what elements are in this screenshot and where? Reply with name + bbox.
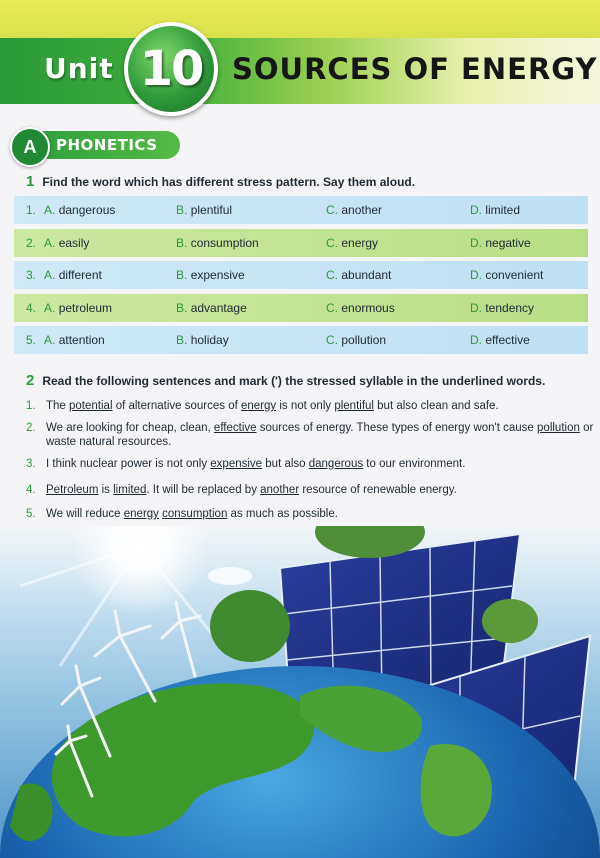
sentence-item (26, 399, 600, 413)
option-letter: A. (44, 268, 56, 282)
option-a (44, 301, 112, 315)
sentence-item (26, 457, 600, 471)
exercise-2-heading (26, 372, 545, 389)
option-letter: B. (176, 235, 188, 250)
option-letter: B. (176, 333, 188, 347)
unit-title: SOURCES OF ENERGY (232, 52, 598, 86)
option-letter: B. (176, 268, 188, 282)
table-row (14, 229, 588, 257)
option-word: attention (58, 333, 105, 347)
table-row (14, 261, 588, 289)
option-b (176, 203, 232, 217)
sentence-text: but also clean and safe. (373, 400, 499, 412)
option-letter: D. (470, 300, 482, 315)
sentence-number: 1. (26, 400, 36, 412)
underlined-word: effective (213, 422, 257, 434)
exercise-1-instruction: Find the word which has different stress pattern. Say them aloud. (42, 175, 416, 189)
option-letter: C. (326, 268, 338, 282)
sentence-text: or waste natural resources. (46, 422, 594, 448)
row-number: 5. (26, 333, 37, 347)
sentence-number: 4. (26, 484, 36, 496)
sentence-item (26, 507, 600, 521)
option-letter: A. (44, 300, 56, 315)
underlined-word: Petroleum (46, 484, 99, 496)
exercise-2-number: 2 (26, 372, 35, 389)
option-word: negative (485, 235, 531, 250)
sentence-text: I think nuclear power is not only (46, 458, 211, 470)
option-letter: B. (176, 300, 188, 315)
option-word: plentiful (190, 203, 233, 217)
option-c (326, 333, 386, 347)
sentence-text: sources of energy. These types of energy won't cause (256, 422, 538, 434)
header-top-strip (0, 0, 600, 42)
option-letter: C. (326, 333, 338, 347)
option-word: consumption (190, 235, 259, 250)
option-d (470, 236, 531, 250)
sentence-text: is (98, 484, 114, 496)
unit-word: Unit (44, 52, 114, 85)
option-letter: C. (326, 235, 338, 250)
exercise-1-table (14, 196, 588, 359)
option-c (326, 301, 395, 315)
table-row (14, 326, 588, 354)
option-d (470, 203, 520, 217)
option-letter: A. (44, 203, 56, 217)
energy-illustration (0, 526, 600, 858)
option-d (470, 333, 530, 347)
option-word: easily (58, 235, 90, 250)
option-c (326, 268, 391, 282)
option-word: enormous (341, 300, 395, 315)
underlined-word: energy (123, 508, 159, 520)
option-word: expensive (190, 268, 245, 282)
sentence-text: as much as possible. (227, 508, 338, 520)
sentence-number: 5. (26, 508, 36, 520)
option-a (44, 268, 102, 282)
option-a (44, 203, 115, 217)
option-word: limited (485, 203, 521, 217)
row-number: 2. (26, 235, 37, 250)
option-letter: B. (176, 203, 188, 217)
sentence-text: is not only (276, 400, 335, 412)
sentence-item (26, 483, 600, 497)
option-letter: D. (470, 268, 482, 282)
option-word: another (341, 203, 383, 217)
option-letter: D. (470, 203, 482, 217)
option-letter: A. (44, 333, 56, 347)
table-row (14, 196, 588, 224)
row-number: 4. (26, 300, 37, 315)
option-a (44, 236, 89, 250)
underlined-word: another (260, 484, 300, 496)
exercise-2-instruction: Read the following sentences and mark (') the stressed syllable in the underlined words. (42, 374, 546, 388)
option-word: convenient (485, 268, 544, 282)
exercise-1-number: 1 (26, 173, 35, 190)
option-b (176, 333, 229, 347)
option-word: different (58, 268, 102, 282)
unit-number: 10 (139, 41, 203, 97)
option-b (176, 268, 245, 282)
option-word: tendency (485, 300, 535, 315)
section-title: PHONETICS (56, 136, 158, 154)
row-number: 1. (26, 203, 37, 217)
option-word: effective (485, 333, 530, 347)
option-word: pollution (341, 333, 387, 347)
option-letter: C. (326, 300, 338, 315)
option-word: energy (341, 235, 379, 250)
option-letter: D. (470, 333, 482, 347)
underlined-word: pollution (537, 422, 580, 434)
option-b (176, 301, 247, 315)
underlined-word: plentiful (334, 400, 374, 412)
option-letter: D. (470, 235, 482, 250)
sentence-number: 2. (26, 422, 36, 434)
sentence-text: . It will be replaced by (146, 484, 261, 496)
sentence-text: but also (262, 458, 309, 470)
underlined-word: limited (113, 484, 147, 496)
option-c (326, 203, 382, 217)
option-word: petroleum (58, 300, 113, 315)
table-row (14, 294, 588, 322)
unit-number-badge (124, 22, 218, 116)
option-b (176, 236, 259, 250)
sentence-text: of alternative sources of (112, 400, 241, 412)
sentence-text: resource of renewable energy. (299, 484, 457, 496)
option-word: advantage (190, 300, 247, 315)
row-number: 3. (26, 268, 37, 282)
option-word: dangerous (58, 203, 116, 217)
section-letter-badge: A (10, 127, 50, 167)
option-letter: C. (326, 203, 338, 217)
underlined-word: consumption (162, 508, 228, 520)
sentence-text: We are looking for cheap, clean, (46, 422, 214, 434)
sentence-item (26, 421, 600, 449)
option-letter: A. (44, 235, 56, 250)
underlined-word: dangerous (308, 458, 364, 470)
underlined-word: potential (69, 400, 113, 412)
exercise-1-heading (26, 173, 415, 190)
underlined-word: energy (240, 400, 277, 412)
option-c (326, 236, 378, 250)
option-word: holiday (190, 333, 229, 347)
option-d (470, 301, 534, 315)
sentence-text: to our environment. (363, 458, 466, 470)
option-word: abundant (341, 268, 392, 282)
sentence-number: 3. (26, 458, 36, 470)
sentence-text: The (46, 400, 70, 412)
sentence-text: We will reduce (46, 508, 124, 520)
option-d (470, 268, 543, 282)
option-a (44, 333, 105, 347)
underlined-word: expensive (210, 458, 263, 470)
